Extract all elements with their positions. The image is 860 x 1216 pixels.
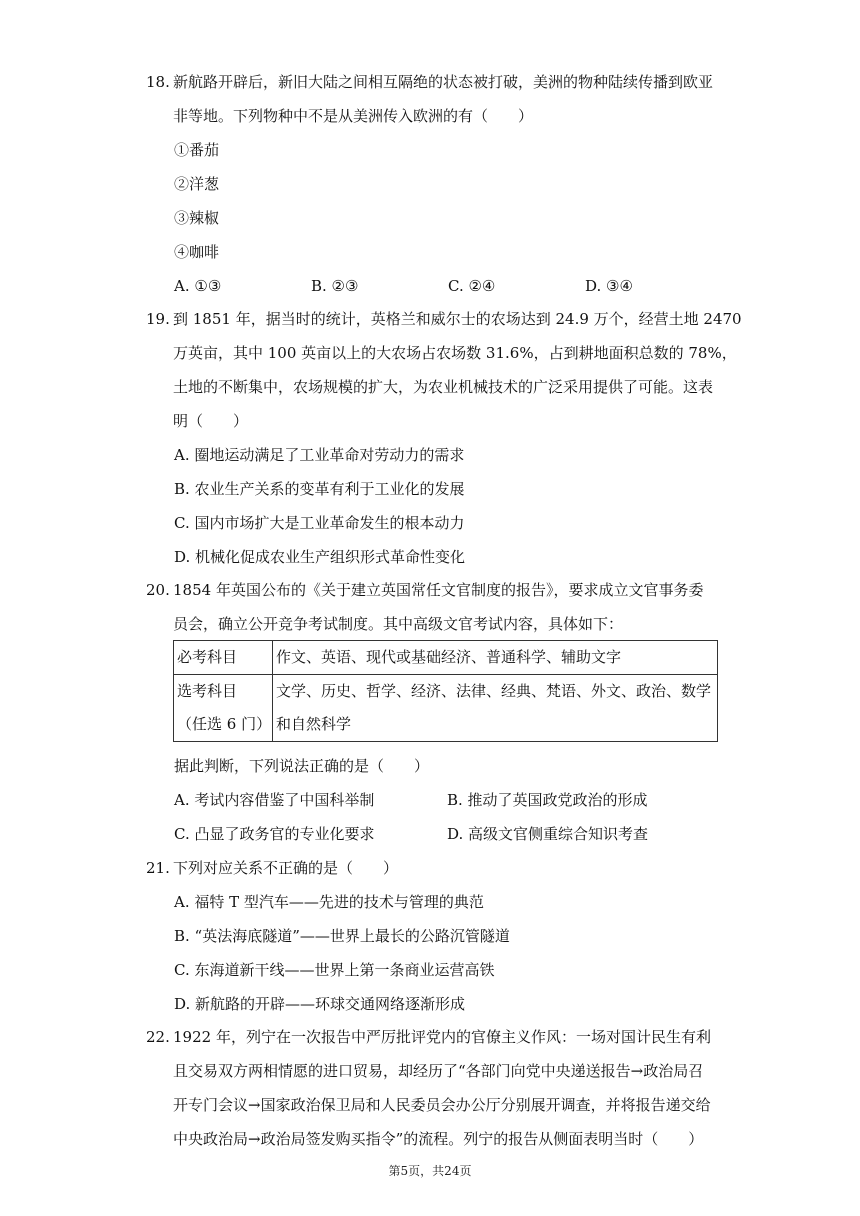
table-cell	[174, 675, 273, 742]
question-stem-line: 开专门会议→国家政治保卫局和人民委员会办公厅分别展开调查，并将报告递交给	[173, 1096, 711, 1114]
option-b: B. 推动了英国政党政治的形成	[447, 791, 648, 809]
question-stem-line: 1922 年，列宁在一次报告中严厉批评党内的官僚主义作风：一场对国计民生有利	[173, 1028, 711, 1046]
list-item: ④咖啡	[174, 243, 220, 261]
option-d: D. ③④	[585, 277, 633, 295]
question-stem-line: 非等地。下列物种中不是从美洲传入欧洲的有（ ）	[173, 107, 534, 125]
question-20	[146, 573, 726, 641]
option-c: C. ②④	[448, 277, 496, 295]
answer-options	[146, 269, 726, 303]
question-stem-line: 中央政治局→政治局签发购买指令”的流程。列宁的报告从侧面表明当时（ ）	[173, 1130, 704, 1148]
option-a: A. 考试内容借鉴了中国科举制	[174, 791, 375, 809]
question-number: 18.	[146, 73, 170, 91]
question-number: 19.	[146, 310, 170, 328]
option-c: C. 国内市场扩大是工业革命发生的根本动力	[174, 514, 465, 532]
cell-line: 和自然科学	[276, 715, 352, 733]
question-22	[146, 1020, 726, 1156]
list-item: ②洋葱	[174, 175, 220, 193]
option-c: C. 凸显了政务官的专业化要求	[174, 825, 375, 843]
list-item: ①番茄	[174, 141, 220, 159]
question-number: 22.	[146, 1028, 170, 1046]
option-d: D. 机械化促成农业生产组织形式革命性变化	[174, 548, 466, 566]
option-a: A. ①③	[174, 277, 222, 295]
question-19	[146, 302, 742, 574]
question-number: 20.	[146, 581, 170, 599]
question-18	[146, 65, 726, 303]
list-item: ③辣椒	[174, 209, 220, 227]
option-c: C. 东海道新干线——世界上第一条商业运营高铁	[174, 961, 495, 979]
question-stem-line: 员会，确立公开竞争考试制度。其中高级文官考试内容，具体如下：	[173, 615, 624, 633]
question-number: 21.	[146, 859, 170, 877]
answer-options	[146, 783, 726, 817]
table-cell: 作文、英语、现代或基础经济、普通科学、辅助文字	[273, 641, 718, 675]
table-cell	[273, 675, 718, 742]
question-stem-line: 万英亩，其中 100 英亩以上的大农场占农场数 31.6%，占到耕地面积总数的 78%，	[173, 344, 737, 362]
question-stem-line: 到 1851 年，据当时的统计，英格兰和威尔士的农场达到 24.9 万个，经营土地 2470	[173, 310, 742, 328]
cell-line: 文学、历史、哲学、经济、法律、经典、梵语、外文、政治、数学	[276, 682, 712, 700]
table-row	[174, 641, 718, 675]
answer-options	[146, 817, 726, 851]
question-20-options	[146, 749, 726, 851]
option-b: B. “英法海底隧道”——世界上最长的公路沉管隧道	[174, 927, 510, 945]
option-d: D. 新航路的开辟——环球交通网络逐渐形成	[174, 995, 466, 1013]
question-21	[146, 851, 726, 1021]
question-stem-line: 1854 年英国公布的《关于建立英国常任文官制度的报告》，要求成立文官事务委	[173, 581, 704, 599]
option-a: A. 圈地运动满足了工业革命对劳动力的需求	[174, 446, 465, 464]
question-stem-line: 土地的不断集中，农场规模的扩大，为农业机械技术的广泛采用提供了可能。这表	[173, 378, 714, 396]
question-stem-line: 且交易双方两相情愿的进口贸易，却经历了“各部门向党中央递送报告→政治局召	[173, 1062, 704, 1080]
exam-subjects-table	[173, 640, 718, 742]
option-d: D. 高级文官侧重综合知识考查	[447, 825, 649, 843]
table-cell: 必考科目	[174, 641, 273, 675]
question-stem-line: 下列对应关系不正确的是（ ）	[173, 859, 399, 877]
question-prompt: 据此判断，下列说法正确的是（ ）	[174, 757, 430, 775]
question-stem-line: 明（ ）	[173, 412, 249, 430]
option-b: B. 农业生产关系的变革有利于工业化的发展	[174, 480, 465, 498]
question-stem-line: 新航路开辟后，新旧大陆之间相互隔绝的状态被打破，美洲的物种陆续传播到欧亚	[173, 73, 714, 91]
table-row	[174, 675, 718, 742]
option-a: A. 福特 T 型汽车——先进的技术与管理的典范	[174, 893, 484, 911]
cell-line: （任选 6 门）	[177, 715, 272, 733]
cell-line: 选考科目	[177, 682, 238, 700]
option-b: B. ②③	[311, 277, 359, 295]
page-footer: 第5页，共24页	[388, 1164, 472, 1178]
